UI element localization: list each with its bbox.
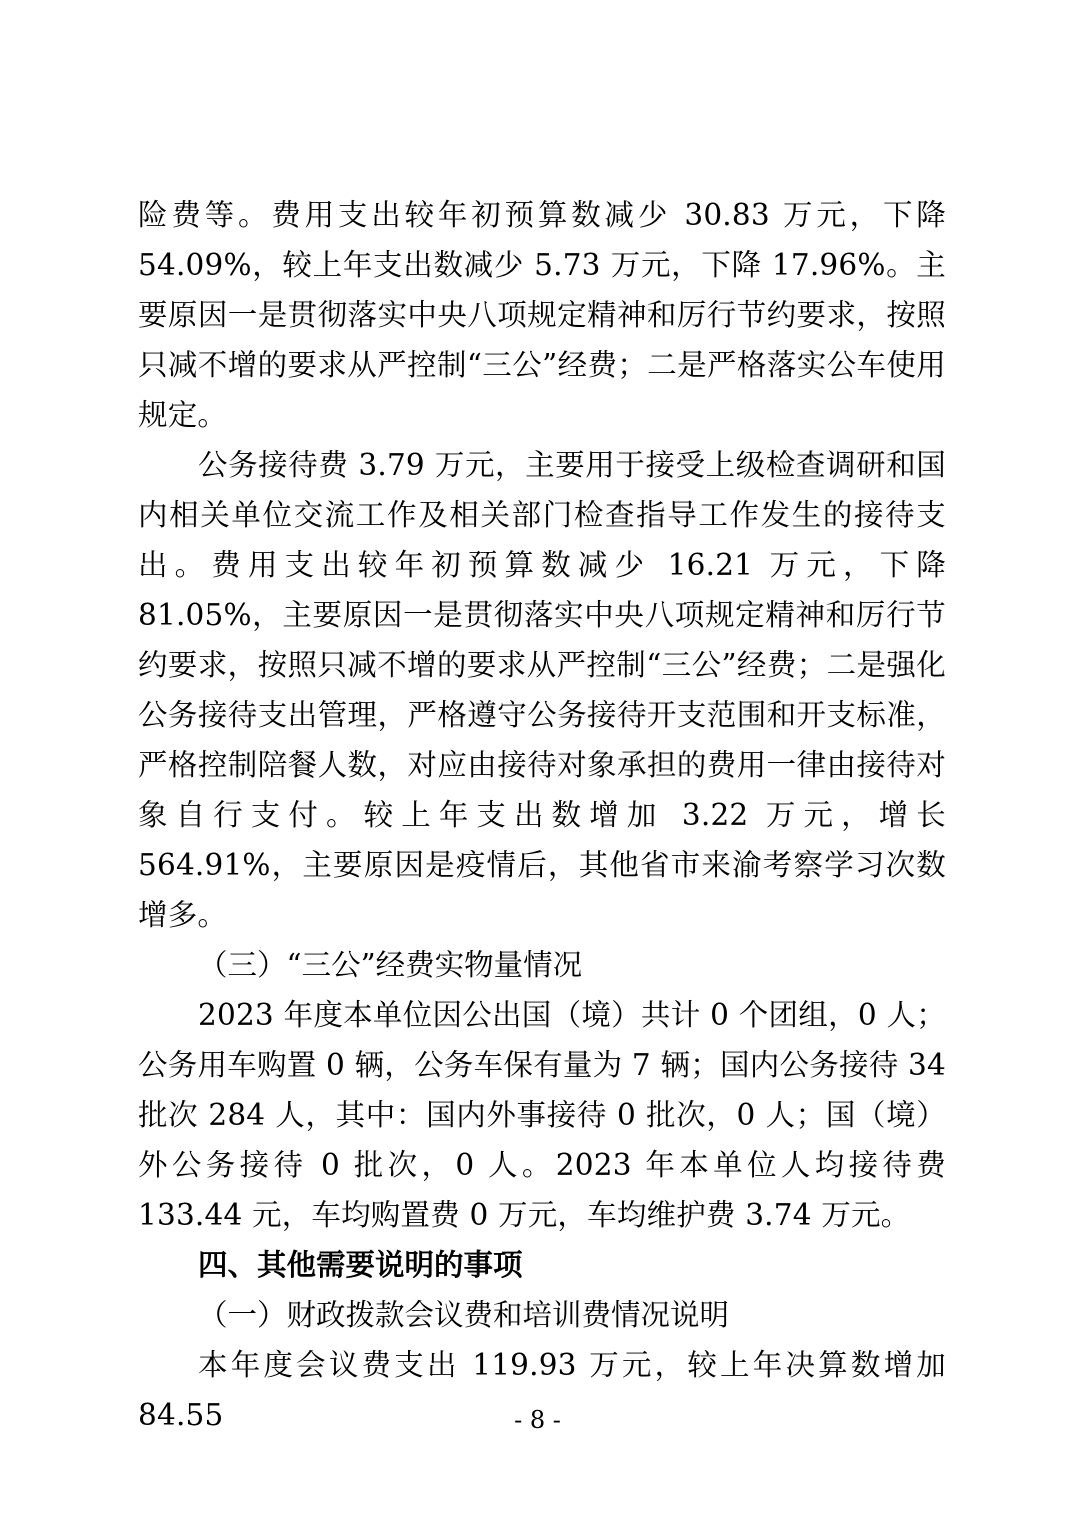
page-number: - 8 - [514, 1406, 561, 1434]
section-four-paragraph: 本年度会议费支出 119.93 万元，较上年决算数增加 84.55 [138, 1348, 946, 1432]
section-four-subheading: （一）财政拨款会议费和培训费情况说明 [198, 1298, 730, 1332]
section-three-paragraph: 2023 年度本单位因公出国（境）共计 0 个团组，0 人；公务用车购置 0 辆，公务车保有量为 7 辆；国内公务接待 34 批次 284 人，其中：国内外事接待 0 批次，0 人；国（境）外公务接待 0 批次，0 人。2023 年本单位人均接待费 133.44 元，车均购置费 0 万元，车均维护费 3.74 万元。 [138, 998, 946, 1232]
paragraph-hospitality-expense: 公务接待费 3.79 万元，主要用于接受上级检查调研和国内相关单位交流工作及相关部门检查指导工作发生的接待支出。费用支出较年初预算数减少 16.21 万元，下降 81.05%，主要原因一是贯彻落实中央八项规定精神和厉行节约要求，按照只减不增的要求从严控制“三公”经费；二是强化公务接待支出管理，严格遵守公务接待开支范围和开支标准，严格控制陪餐人数，对应由接待对象承担的费用一律由接待对象自行支付。较上年支出数增加 3.22 万元，增长 564.91%，主要原因是疫情后，其他省市来渝考察学习次数增多。 [138, 448, 946, 932]
page-content [138, 190, 946, 1440]
section-three-heading: （三）“三公”经费实物量情况 [198, 948, 583, 982]
section-four-heading: 四、其他需要说明的事项 [198, 1247, 523, 1282]
paragraph-continuation: 险费等。费用支出较年初预算数减少 30.83 万元，下降 54.09%，较上年支出数减少 5.73 万元，下降 17.96%。主要原因一是贯彻落实中央八项规定精神和厉行节约要求，按照只减不增的要求从严控制“三公”经费；二是严格落实公车使用规定。 [138, 198, 946, 432]
